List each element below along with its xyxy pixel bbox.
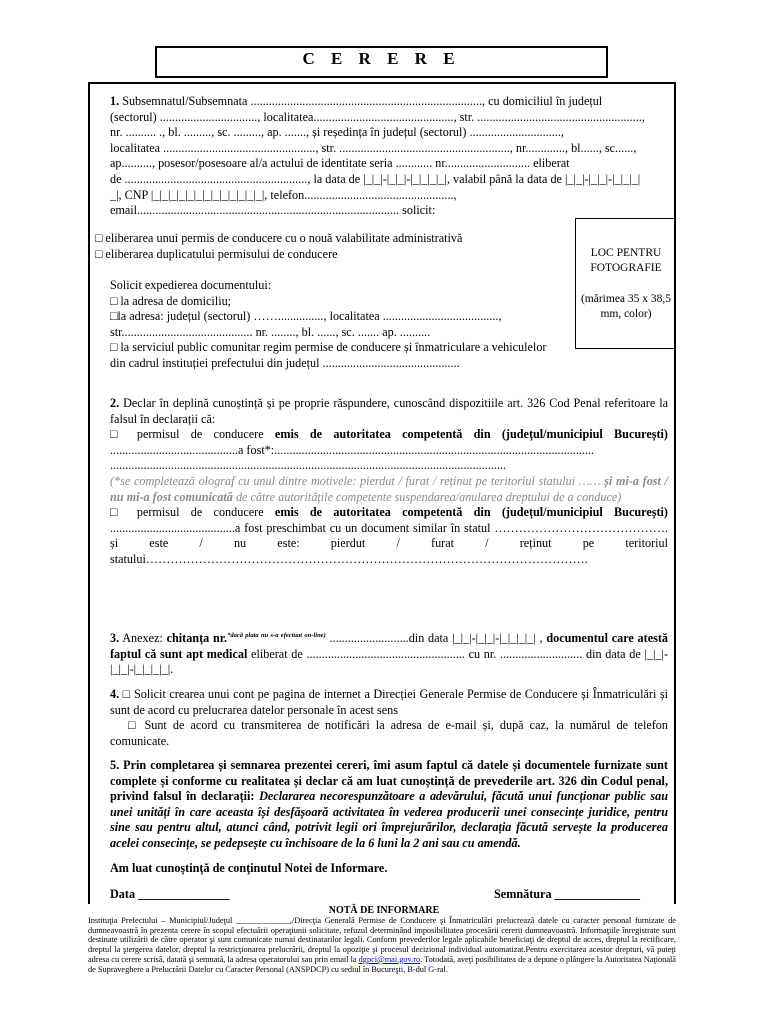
delivery-home-checkbox[interactable]: □ la adresa de domiciliu; — [110, 293, 232, 308]
section-5-declaration: Prin completarea și semnarea prezentei cereri, îmi asum faptul că datele și documentele furnizate sunt complete și conforme cu realitatea și declar că am luat cunoștință de prevederile art. 326 din Codul penal, privind falsul în declarații: — [110, 758, 668, 804]
section-1-line-5[interactable]: ap.........., posesor/posesoare al/a actului de identitate seria ............ nr............................ eliberat — [110, 156, 570, 171]
section-4 — [110, 687, 668, 749]
medical-doc-field[interactable]: eliberat de .................................................... cu nr. ........................... din data de |_|_|-|_|_|-|_|_|_|_|. — [110, 646, 669, 677]
section-2-option-a-checkbox[interactable]: □ permisul de conducere — [110, 427, 275, 442]
receipt-footnote: *dacă plata nu s-a efectuat on-line) — [227, 632, 326, 639]
request-options — [95, 231, 570, 262]
section-2-option-a-rest[interactable]: ..........................................a fost*:......................................................................................................... — [110, 442, 595, 457]
option-duplicate-checkbox[interactable]: □ eliberarea duplicatului permisului de conducere — [95, 246, 338, 261]
section-3-number: 3. — [110, 631, 120, 646]
notifications-consent-checkbox[interactable]: □ Sunt de acord cu transmiterea de notificări la adresa de e-mail și, după caz, la numărul de telefon comunicate. — [110, 718, 668, 748]
information-note: Instituţia Prefectului – Municipiul/Judeţul _____________,/Direcţia Generală Permise de Conducere şi Înmatriculări prelucrează datele cu caracter personal furnizate de dumneavoastră în prezenta cerere în scopul efectuării operaţiunii solicitate, refuzul determinând imposibilitatea procesării cererii dumneavoastră. Informaţiile înregistrate sunt destinate utilizării de către operator şi sunt comunicate numai destinatarilor legali. Conform prevederilor legale aplicabile beneficiaţi de dreptul de acces, dreptul la rectificare, dreptul la ştergerea datelor, dreptul la restricţionarea prelucrării, dreptul la opoziţie şi procesul decizional individual automatizat.Pentru exercitarea acestor drepturi, vă puteţi adresa cu cerere scrisă, datată şi semnată, la adresa operatorului sau prin email la dgpci@mai.gov.ro. Totodată, aveţi posibilitatea de a depune o plângere la Autoritatea Naţională de Supraveghere a Prelucrării Datelor cu Caracter Personal (ANSPDCP) cu sediul în Bucureşti, B-dul G-ral. — [88, 916, 676, 974]
delivery-title: Solicit expedierea documentului: — [110, 278, 272, 292]
receipt-field[interactable]: ..........................din data |_|_|-|_|_|-|_|_|_|_| , — [325, 631, 547, 646]
section-1-line-8[interactable]: email...................................................................................... solicit: — [110, 203, 436, 218]
section-2-dotted-line[interactable]: .................................................................................................................................. — [110, 458, 507, 473]
section-1 — [110, 94, 668, 219]
section-1-number: 1. — [110, 94, 120, 108]
section-2-option-b-checkbox[interactable]: □ permisul de conducere — [110, 505, 275, 520]
account-creation-checkbox[interactable]: □ Solicit crearea unui cont pe pagina de internet a Direcției Generale Permise de Conducere și Înmatriculări și sunt de acord cu prelucrarea datelor personale în acest sens — [110, 687, 668, 717]
section-5-law-quote: Declararea necorespunzătoare a adevărului, făcută unui funcționar public sau unei unități în care aceasta își desfășoară activitatea în vederea producerii unei consecințe juridice, pentru sine sau pentru altul, atunci când, potrivit legii ori împrejurărilor, declarația făcută servește la producerea acelei consecințe, se pedepsește cu închisoare de la 6 luni la 2 ani sau cu amendă. — [110, 789, 668, 850]
delivery-prefecture-county[interactable]: din cadrul instituției prefectului din județul ............................................. — [110, 355, 460, 370]
delivery-section — [110, 278, 565, 372]
section-5-number: 5. — [110, 758, 120, 772]
photo-label-2: FOTOGRAFIE — [590, 262, 662, 274]
medical-doc-label: documentul care atestă faptul că sunt apt medical — [110, 631, 669, 661]
acknowledgement: Am luat cunoştinţă de conţinutul Notei de Informare. — [110, 861, 388, 875]
section-3: 3. Anexez: chitanța nr.$^{*dacă plata nu s-a efectuat on-line)}$ ..........................din data |_|_|-|_|_|-|_|_|_|_| , documentul care atestă faptul că sunt apt medical eliberat de .................................................... cu nr. ........................... din data de |_|_|-|_|_|-|_|_|_|_|. — [110, 631, 669, 677]
section-1-line-1[interactable]: Subsemnatul/Subsemnata ............................................................................, cu domiciliul în județul — [122, 94, 603, 108]
section-1-line-4[interactable]: localitatea .................................................., str. ........................................................, nr............., bl......, sc......, — [110, 140, 637, 155]
photo-placeholder — [575, 218, 676, 349]
delivery-public-service-checkbox[interactable]: □ la serviciul public comunitar regim permise de conducere și înmatriculare a vehiculelor — [110, 340, 547, 355]
section-2-instruction: (*se completează olograf cu unul dintre motivele: pierdut / furat / reținut pe teritoriul statului …… și mi-a fost / nu mi-a fost comunicată de către autoritățile competente suspendarea/anularea dreptului de a conduce) — [110, 473, 668, 504]
date-field[interactable]: Data _______________ — [110, 887, 230, 901]
section-1-line-7[interactable]: _|, CNP |_|_|_|_|_|_|_|_|_|_|_|_|_|, telefon................................................., — [110, 187, 457, 202]
option-new-validity-checkbox[interactable]: □ eliberarea unui permis de conducere cu o nouă valabilitate administrativă — [95, 231, 463, 245]
section-4-number: 4. — [110, 687, 120, 701]
section-1-line-3[interactable]: nr. .......... ., bl. ........., sc. ........., ap. ......., și reședința în județul (sectorul) .............................., — [110, 125, 564, 140]
photo-size: (mărimea 35 x 38,5 mm, color) — [580, 293, 672, 320]
email-link[interactable]: dgpci@mai.gov.ro — [358, 954, 421, 964]
section-2-number: 2. — [110, 396, 120, 410]
section-2 — [110, 396, 668, 568]
form-title: C E R E R E — [302, 49, 461, 68]
note-title: NOTĂ DE INFORMARE — [328, 905, 440, 916]
delivery-address-street[interactable]: str........................................... nr. ........, bl. ......, sc. ....... ap. .......... — [110, 324, 431, 339]
section-1-line-2[interactable]: (sectorul) ................................, localitatea.............................................., str. ......................................................, — [110, 109, 645, 124]
section-1-line-6[interactable]: de ............................................................, la data de |_|_|-|_|_|-|_|_|_|_|, valabil până la data de |_|_|-|_|_|-|_|_|_| — [110, 171, 641, 186]
signature-field[interactable]: Semnătura ______________ — [494, 887, 640, 901]
photo-label-1: LOC PENTRU — [590, 247, 662, 259]
section-2-option-a-bold: emis de autoritatea competentă din (județul/municipiul București) — [274, 427, 668, 442]
section-2-option-b-rest[interactable]: .........................................a fost preschimbat cu un document similar în statul ……………………………………. și este / nu este: pierdut / furat / reținut pe teritoriul statului………………………………………………………………………………………………. — [110, 520, 668, 566]
receipt-label: chitanța nr. — [166, 631, 228, 646]
form-title-box — [155, 46, 608, 78]
delivery-address-checkbox[interactable]: □la adresa: județul (sectorul) ……..............., localitatea ......................................, — [110, 309, 502, 324]
section-2-option-b-bold: emis de autoritatea competentă din (județul/municipiul București) — [274, 505, 668, 520]
section-2-intro: Declar în deplină cunoștință și pe proprie răspundere, cunoscând dispozitiile art. 326 Cod Penal referitoare la falsul în declarații că: — [110, 396, 669, 426]
section-5 — [110, 758, 668, 852]
